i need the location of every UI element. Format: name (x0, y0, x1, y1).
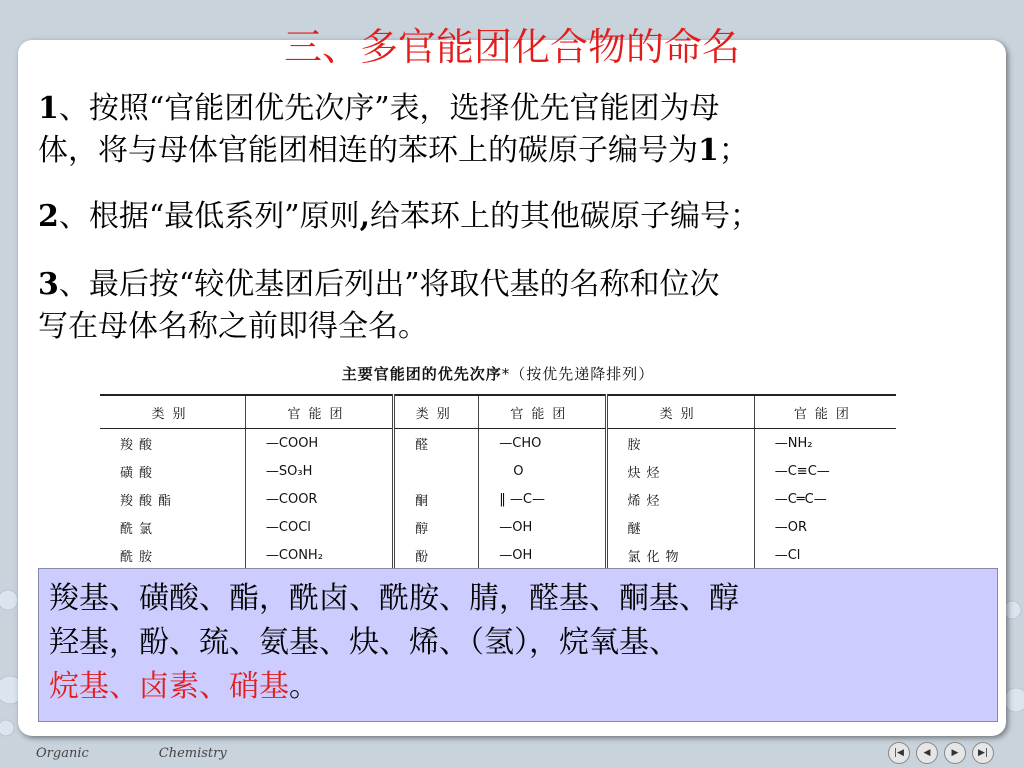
footer-chemistry: Chemistry (158, 746, 227, 761)
table-row: 酰氯 —COCl 醇 —OH 醚 —OR (100, 513, 896, 541)
slide-navigation (888, 742, 994, 764)
summary-line-3: 烷基、卤素、硝基。 (49, 669, 319, 704)
first-slide-icon[interactable]: |◀ (888, 742, 910, 764)
table-row: 羧酸 —COOH 醛 —CHO 胺 —NH₂ (100, 429, 896, 458)
slide-title: 三、多官能团化合物的命名 (283, 25, 740, 69)
header-class-3: 类别 (606, 395, 754, 429)
summary-line-1: 羧基、磺酸、酯，酰卤、酰胺、腈，醛基、酮基、醇 (49, 581, 739, 616)
priority-grid (100, 394, 896, 569)
footer-brand (36, 746, 297, 761)
rule-2: 2、根据“最低系列”原则,给苯环上的其他碳原子编号； (38, 199, 761, 234)
last-slide-icon[interactable]: ▶| (972, 742, 994, 764)
next-slide-icon[interactable]: ▶ (944, 742, 966, 764)
header-group-3: 官能团 (754, 395, 896, 429)
table-row: 羧酸酯 —COOR 酮 ‖ —C— 烯烃 —C═C— (100, 485, 896, 513)
header-class-1: 类别 (100, 395, 245, 429)
table-row: 酰胺 —CONH₂ 酚 —OH 氯化物 —Cl (100, 541, 896, 569)
header-group-1: 官能团 (245, 395, 393, 429)
summary-line-2: 羟基，酚、巯、氨基、炔、烯、（氢），烷氧基、 (49, 625, 679, 660)
header-class-2: 类别 (394, 395, 479, 429)
footer-organic: Organic (36, 746, 89, 761)
header-group-2: 官能团 (479, 395, 606, 429)
table-caption: 主要官能团的优先次序*（按优先递降排列） (341, 365, 655, 383)
summary-box (38, 568, 998, 722)
rule-1: 1、按照“官能团优先次序”表，选择优先官能团为母 体，将与母体官能团相连的苯环上的碳原子编号为1； (38, 91, 749, 168)
rule-3: 3、最后按“较优基团后列出”将取代基的名称和位次 写在母体名称之前即得全名。 (38, 267, 720, 344)
table-row: 磺酸 —SO₃H O 炔烃 —C≡C— (100, 457, 896, 485)
prev-slide-icon[interactable]: ◀ (916, 742, 938, 764)
priority-table (100, 362, 896, 572)
